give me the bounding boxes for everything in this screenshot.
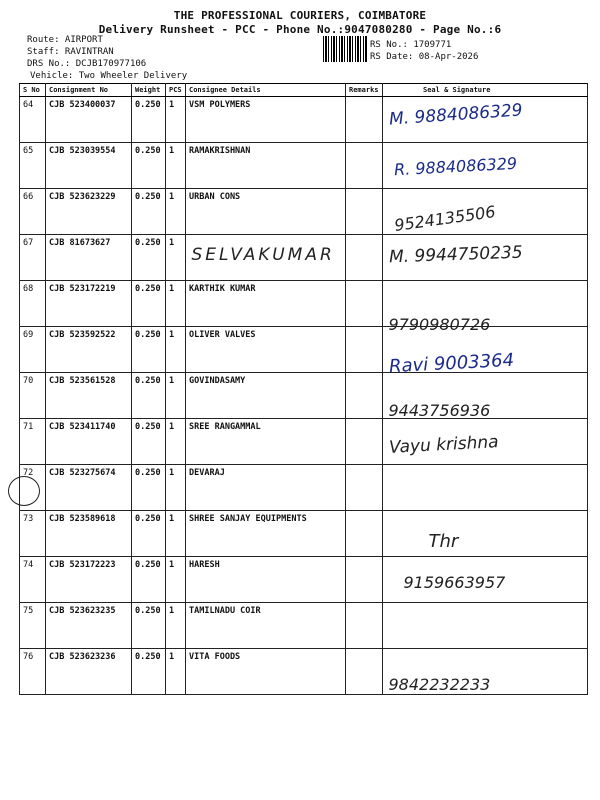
col-remarks: Remarks (346, 84, 383, 97)
handwritten-signature: M. 9884086329 (387, 99, 523, 130)
row-sno: 71 (20, 419, 46, 465)
row-signature (383, 189, 588, 235)
table-row (20, 327, 588, 373)
vehicle-label: Vehicle: Two Wheeler Delivery (30, 71, 188, 81)
row-consignee: VITA FOODS (186, 649, 346, 695)
drs-label: DRS No.: DCJB170977106 (27, 59, 147, 69)
row-signature (383, 603, 588, 649)
table-header-row (20, 84, 588, 97)
row-pcs: 1 (166, 649, 186, 695)
row-remarks (346, 419, 383, 465)
row-signature (383, 373, 588, 419)
row-remarks (346, 373, 383, 419)
row-sno: 68 (20, 281, 46, 327)
row-signature (383, 557, 588, 603)
row-pcs: 1 (166, 557, 186, 603)
row-weight: 0.250 (132, 235, 166, 281)
row-remarks (346, 511, 383, 557)
row-weight: 0.250 (132, 419, 166, 465)
rs-number: RS No.: 1709771 (370, 40, 452, 50)
row-weight: 0.250 (132, 649, 166, 695)
handwritten-signature: 9159663957 (403, 572, 506, 592)
row-sno: 76 (20, 649, 46, 695)
row-pcs: 1 (166, 511, 186, 557)
rs-date: RS Date: 08-Apr-2026 (370, 52, 479, 62)
row-signature (383, 235, 588, 281)
row-pcs: 1 (166, 97, 186, 143)
row-sno: 64 (20, 97, 46, 143)
row-pcs: 1 (166, 189, 186, 235)
row-consignment: CJB 523589618 (46, 511, 132, 557)
table-row (20, 373, 588, 419)
row-weight: 0.250 (132, 511, 166, 557)
row-signature (383, 97, 588, 143)
row-signature (383, 649, 588, 695)
row-signature (383, 419, 588, 465)
row-weight: 0.250 (132, 189, 166, 235)
handwritten-signature: 9443756936 (388, 400, 491, 420)
handwritten-signature: M. 9944750235 (388, 242, 523, 267)
row-sno: 67 (20, 235, 46, 281)
row-consignment: CJB 523411740 (46, 419, 132, 465)
row-remarks (346, 97, 383, 143)
row-pcs: 1 (166, 419, 186, 465)
row-weight: 0.250 (132, 97, 166, 143)
barcode (323, 36, 367, 62)
table-row (20, 281, 588, 327)
table-row (20, 649, 588, 695)
handwritten-consignee: SELVAKUMAR (191, 244, 335, 265)
row-consignee (186, 235, 346, 281)
table-row (20, 235, 588, 281)
row-sno: 74 (20, 557, 46, 603)
row-consignment: CJB 523039554 (46, 143, 132, 189)
row-consignee: GOVINDASAMY (186, 373, 346, 419)
handwritten-signature: 9842232233 (388, 674, 491, 694)
handwritten-signature: 9524135506 (392, 201, 497, 235)
col-weight: Weight (132, 84, 166, 97)
row-signature (383, 511, 588, 557)
row-remarks (346, 281, 383, 327)
row-consignment: CJB 523623229 (46, 189, 132, 235)
row-consignment: CJB 523172219 (46, 281, 132, 327)
row-consignee: KARTHIK KUMAR (186, 281, 346, 327)
row-signature (383, 327, 588, 373)
row-signature (383, 143, 588, 189)
row-weight: 0.250 (132, 557, 166, 603)
row-consignee: SHREE SANJAY EQUIPMENTS (186, 511, 346, 557)
row-signature (383, 465, 588, 511)
row-consignee: HARESH (186, 557, 346, 603)
col-seal: Seal & Signature (383, 84, 588, 97)
row-sno: 69 (20, 327, 46, 373)
row-pcs: 1 (166, 327, 186, 373)
row-remarks (346, 465, 383, 511)
row-consignee: SREE RANGAMMAL (186, 419, 346, 465)
row-consignee: DEVARAJ (186, 465, 346, 511)
row-remarks (346, 235, 383, 281)
table-row (20, 189, 588, 235)
row-weight: 0.250 (132, 603, 166, 649)
row-weight: 0.250 (132, 281, 166, 327)
row-consignment: CJB 523623236 (46, 649, 132, 695)
handwritten-signature: Thr (428, 530, 459, 552)
row-consignment: CJB 81673627 (46, 235, 132, 281)
staff-label: Staff: RAVINTRAN (27, 47, 114, 57)
table-row (20, 603, 588, 649)
circle-mark (8, 476, 40, 506)
row-weight: 0.250 (132, 465, 166, 511)
row-pcs: 1 (166, 143, 186, 189)
row-remarks (346, 143, 383, 189)
row-consignment: CJB 523592522 (46, 327, 132, 373)
row-pcs: 1 (166, 465, 186, 511)
table-row (20, 419, 588, 465)
row-sno: 65 (20, 143, 46, 189)
row-remarks (346, 189, 383, 235)
row-signature (383, 281, 588, 327)
row-weight: 0.250 (132, 373, 166, 419)
table-row (20, 557, 588, 603)
row-consignee: TAMILNADU COIR (186, 603, 346, 649)
handwritten-signature: Ravi 9003364 (388, 349, 515, 377)
row-weight: 0.250 (132, 143, 166, 189)
row-consignee: URBAN CONS (186, 189, 346, 235)
handwritten-signature: R. 9884086329 (393, 153, 518, 179)
row-consignee: VSM POLYMERS (186, 97, 346, 143)
route-label: Route: AIRPORT (27, 35, 103, 45)
row-sno: 75 (20, 603, 46, 649)
company-title: THE PROFESSIONAL COURIERS, COIMBATORE (173, 9, 427, 22)
row-consignee: RAMAKRISHNAN (186, 143, 346, 189)
runsheet-title: Delivery Runsheet - PCC - Phone No.:9047080280 - Page No.:6 (98, 23, 502, 36)
row-consignment: CJB 523561528 (46, 373, 132, 419)
col-sno: S No (20, 84, 46, 97)
handwritten-signature: Vayu krishna (388, 431, 499, 458)
row-consignment: CJB 523172223 (46, 557, 132, 603)
table-row (20, 143, 588, 189)
row-consignee: OLIVER VALVES (186, 327, 346, 373)
row-pcs: 1 (166, 235, 186, 281)
col-consignment: Consignment No (46, 84, 132, 97)
row-pcs: 1 (166, 281, 186, 327)
row-sno: 72 (20, 465, 46, 511)
row-sno: 70 (20, 373, 46, 419)
col-pcs: PCS (166, 84, 186, 97)
row-consignment: CJB 523275674 (46, 465, 132, 511)
table-row (20, 465, 588, 511)
row-sno: 73 (20, 511, 46, 557)
row-consignment: CJB 523400037 (46, 97, 132, 143)
col-consignee: Consignee Details (186, 84, 346, 97)
row-pcs: 1 (166, 373, 186, 419)
handwritten-signature: 9790980726 (388, 314, 491, 334)
row-pcs: 1 (166, 603, 186, 649)
table-row (20, 511, 588, 557)
row-consignment: CJB 523623235 (46, 603, 132, 649)
row-remarks (346, 557, 383, 603)
row-sno: 66 (20, 189, 46, 235)
table-row (20, 97, 588, 143)
row-remarks (346, 327, 383, 373)
runsheet-table (19, 83, 588, 695)
row-remarks (346, 603, 383, 649)
row-remarks (346, 649, 383, 695)
row-weight: 0.250 (132, 327, 166, 373)
